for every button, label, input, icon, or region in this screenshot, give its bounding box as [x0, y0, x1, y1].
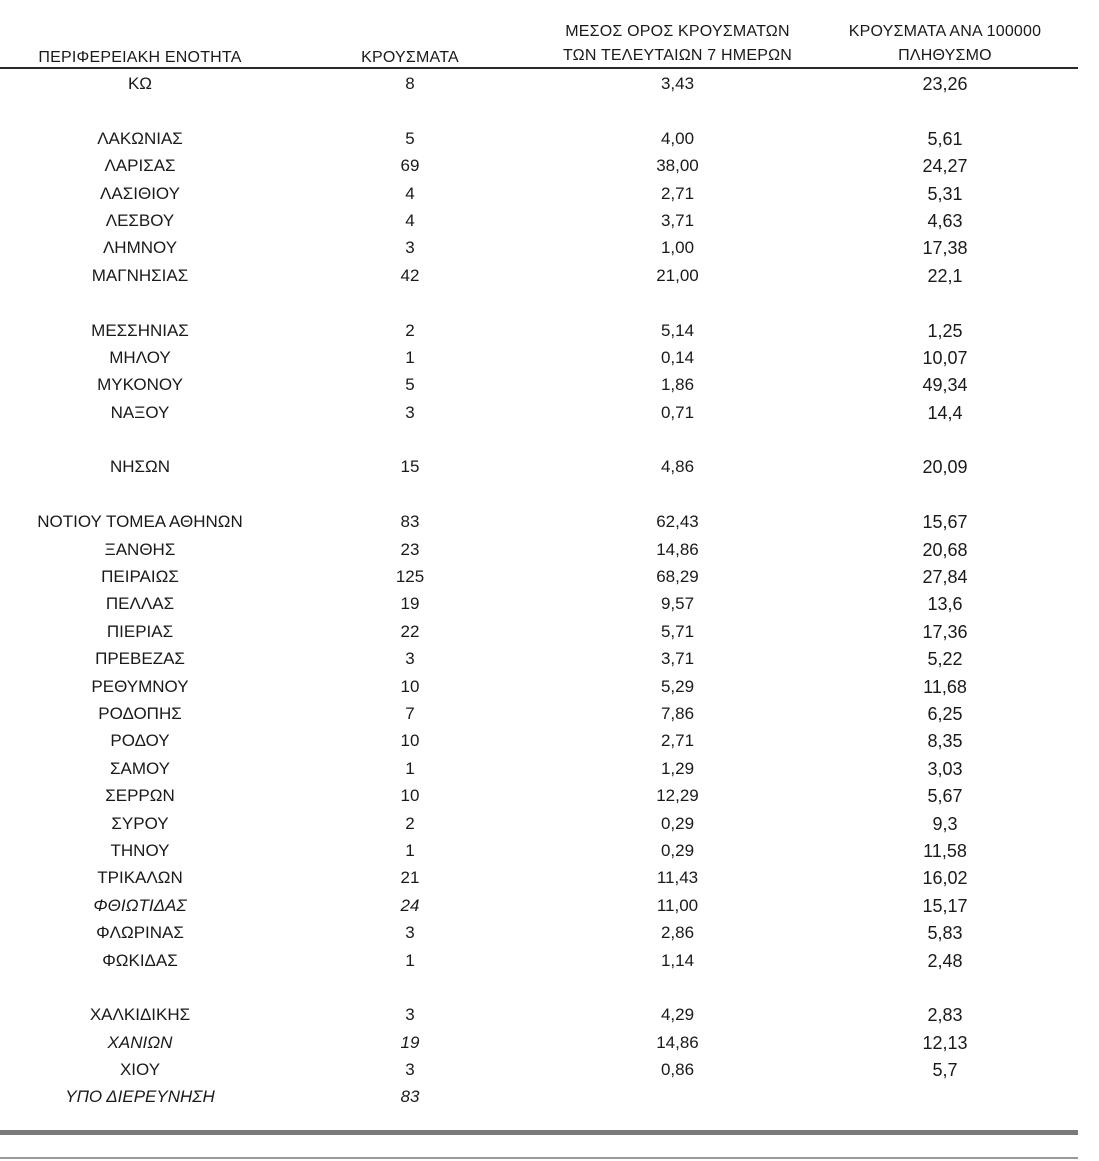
per-100000-cell: 3,03: [927, 758, 963, 779]
cases-cell: 1: [405, 950, 415, 970]
table-row: [0, 234, 1099, 261]
cases-cell: 4: [405, 183, 415, 203]
cases-cell: 5: [405, 375, 415, 395]
per-100000-cell: 9,3: [932, 813, 958, 834]
region-cell: ΤΡΙΚΑΛΩΝ: [97, 868, 183, 888]
region-cell: ΣΕΡΡΩΝ: [105, 786, 175, 806]
cases-cell: 10: [400, 676, 420, 696]
header-cases-per-100000-line2: ΠΛΗΘΥΣΜΟ: [898, 47, 992, 64]
header-7day-average: [540, 20, 815, 68]
average-cell: 5,71: [660, 621, 695, 641]
region-cell: ΝΗΣΩΝ: [109, 457, 171, 477]
table-row: [0, 262, 1099, 289]
table-row: [0, 947, 1099, 974]
region-cell: ΤΗΝΟΥ: [110, 840, 170, 860]
average-cell: 9,57: [660, 594, 695, 614]
table-row: [0, 152, 1099, 179]
region-cell: ΧΑΛΚΙΔΙΚΗΣ: [89, 1005, 191, 1025]
region-cell: ΜΗΛΟΥ: [109, 347, 171, 367]
average-cell: 2,71: [660, 731, 695, 751]
per-100000-cell: 22,1: [927, 265, 963, 286]
region-cell: ΠΙΕΡΙΑΣ: [106, 621, 174, 641]
average-cell: 1,00: [660, 238, 695, 258]
region-cell: ΜΑΓΝΗΣΙΑΣ: [91, 265, 189, 285]
cases-cell: 22: [400, 621, 420, 641]
average-cell: 38,00: [656, 156, 699, 176]
cases-cell: 19: [400, 594, 420, 614]
header-region-label: ΠΕΡΙΦΕΡΕΙΑΚΗ ΕΝΟΤΗΤΑ: [38, 49, 242, 66]
cases-cell: 8: [405, 74, 415, 93]
average-cell: 1,14: [660, 950, 695, 970]
cases-cell: 19: [400, 1032, 420, 1052]
cases-cell: 24: [400, 895, 420, 915]
header-cases-per-100000: [815, 20, 1075, 68]
table-row: [0, 590, 1099, 617]
table-row: [0, 125, 1099, 152]
cases-cell: 83: [400, 512, 420, 532]
per-100000-cell: 6,25: [927, 703, 963, 724]
region-cell: ΦΘΙΩΤΙΔΑΣ: [93, 895, 187, 915]
cases-cell: 1: [405, 347, 415, 367]
header-7day-average-line1: ΜΕΣΟΣ ΟΡΟΣ ΚΡΟΥΣΜΑΤΩΝ: [565, 23, 790, 40]
table-row: [0, 1001, 1099, 1028]
per-100000-cell: 27,84: [922, 567, 968, 588]
per-100000-cell: 23,26: [922, 74, 968, 94]
average-cell: 7,86: [660, 703, 695, 723]
average-cell: 3,71: [660, 210, 695, 230]
per-100000-cell: 13,6: [927, 594, 963, 615]
average-cell: 2,86: [660, 923, 695, 943]
table-row: [0, 70, 1099, 97]
average-cell: 0,14: [660, 347, 695, 367]
region-cell: ΛΑΣΙΘΙΟΥ: [100, 183, 180, 203]
cases-cell: 3: [405, 923, 415, 943]
region-cell: ΛΑΡΙΣΑΣ: [104, 156, 176, 176]
region-cell: ΧΑΝΙΩΝ: [107, 1032, 173, 1052]
region-cell: ΠΕΛΛΑΣ: [105, 594, 175, 614]
table-row: [0, 344, 1099, 371]
cases-cell: 3: [405, 402, 415, 422]
region-cell: ΦΩΚΙΔΑΣ: [102, 950, 178, 970]
table-row: [0, 782, 1099, 809]
average-cell: 0,71: [660, 402, 695, 422]
table-row: [0, 810, 1099, 837]
cases-cell: 3: [405, 1005, 415, 1025]
per-100000-cell: 5,7: [932, 1060, 958, 1081]
footer-divider-thin: [0, 1157, 1078, 1159]
table-row: [0, 317, 1099, 344]
table-row: [0, 536, 1099, 563]
average-cell: 4,00: [660, 128, 695, 148]
average-cell: 3,43: [660, 74, 695, 93]
cases-cell: 21: [400, 868, 420, 888]
table-row: [0, 673, 1099, 700]
table-row: [0, 837, 1099, 864]
region-cell: ΛΗΜΝΟΥ: [102, 238, 178, 258]
per-100000-cell: 15,67: [922, 512, 968, 533]
per-100000-cell: 24,27: [922, 156, 968, 177]
table-row: [0, 1029, 1099, 1056]
per-100000-cell: 11,58: [923, 840, 967, 861]
cases-cell: 3: [405, 649, 415, 669]
per-100000-cell: 14,4: [927, 402, 963, 423]
per-100000-cell: 16,02: [922, 868, 968, 889]
table-row: [0, 399, 1099, 426]
per-100000-cell: 20,09: [922, 457, 968, 478]
average-cell: 21,00: [656, 265, 699, 285]
region-cell: ΡΟΔΟΠΗΣ: [98, 703, 182, 723]
table-row: [0, 618, 1099, 645]
table-row: [0, 727, 1099, 754]
average-cell: 0,29: [660, 813, 695, 833]
per-100000-cell: 11,68: [923, 676, 967, 697]
header-7day-average-line2: ΤΩΝ ΤΕΛΕΥΤΑΙΩΝ 7 ΗΜΕΡΩΝ: [563, 47, 792, 64]
region-cell: ΛΑΚΩΝΙΑΣ: [97, 128, 183, 148]
average-cell: 4,29: [660, 1005, 695, 1025]
table-body: [0, 70, 1099, 1111]
average-cell: 5,14: [660, 320, 695, 340]
cases-cell: 3: [405, 238, 415, 258]
region-cell: ΡΟΔΟΥ: [110, 731, 170, 751]
header-cases-per-100000-line1: ΚΡΟΥΣΜΑΤΑ ΑΝΑ 100000: [848, 23, 1042, 40]
cases-cell: 10: [400, 786, 420, 806]
region-cell: ΜΕΣΣΗΝΙΑΣ: [91, 320, 189, 340]
per-100000-cell: 17,38: [922, 238, 968, 259]
region-cell: ΠΕΙΡΑΙΩΣ: [101, 567, 179, 587]
per-100000-cell: 49,34: [922, 375, 968, 396]
cases-cell: 83: [400, 1087, 420, 1107]
table-row: [0, 453, 1099, 480]
table-row: [0, 1056, 1099, 1083]
average-cell: 14,86: [656, 539, 699, 559]
table-row: [0, 563, 1099, 590]
average-cell: 1,86: [660, 375, 695, 395]
per-100000-cell: 2,83: [927, 1005, 963, 1026]
cases-cell: 5: [405, 128, 415, 148]
average-cell: 62,43: [656, 512, 699, 532]
region-cell: ΝΟΤΙΟΥ ΤΟΜΕΑ ΑΘΗΝΩΝ: [37, 512, 243, 532]
cases-cell: 2: [405, 813, 415, 833]
average-cell: 5,29: [660, 676, 695, 696]
average-cell: 68,29: [656, 567, 699, 587]
region-cell: ΚΩ: [127, 74, 153, 93]
average-cell: 2,71: [660, 183, 695, 203]
table-row: [0, 180, 1099, 207]
per-100000-cell: 5,31: [927, 183, 963, 204]
cases-cell: 15: [400, 457, 420, 477]
average-cell: 3,71: [660, 649, 695, 669]
table-row: [0, 919, 1099, 946]
cases-cell: 69: [400, 156, 420, 176]
cases-cell: 3: [405, 1060, 415, 1080]
cases-cell: 42: [400, 265, 420, 285]
table-row: [0, 755, 1099, 782]
table-header: [0, 18, 1099, 68]
average-cell: 14,86: [656, 1032, 699, 1052]
table-row: [0, 508, 1099, 535]
table-row: [0, 864, 1099, 891]
region-cell: ΦΛΩΡΙΝΑΣ: [96, 923, 184, 943]
per-100000-cell: 8,35: [927, 731, 963, 752]
footer-divider-thick: [0, 1130, 1078, 1135]
region-cell: ΝΑΞΟΥ: [110, 402, 170, 422]
cases-cell: 10: [400, 731, 420, 751]
per-100000-cell: 10,07: [922, 347, 968, 368]
table-row: [0, 371, 1099, 398]
region-cell: ΧΙΟΥ: [119, 1060, 161, 1080]
region-cell: ΠΡΕΒΕΖΑΣ: [95, 649, 185, 669]
average-cell: 0,86: [660, 1060, 695, 1080]
per-100000-cell: 5,83: [927, 923, 963, 944]
average-cell: 11,43: [656, 868, 699, 888]
per-100000-cell: 5,22: [927, 649, 963, 670]
per-100000-cell: 1,25: [927, 320, 963, 341]
header-divider: [0, 67, 1078, 69]
cases-cell: 1: [405, 758, 415, 778]
region-cell: ΞΑΝΘΗΣ: [104, 539, 176, 559]
region-cell: ΣΑΜΟΥ: [109, 758, 171, 778]
table-row: [0, 700, 1099, 727]
cases-cell: 23: [400, 539, 420, 559]
per-100000-cell: 17,36: [922, 621, 968, 642]
per-100000-cell: 2,48: [927, 950, 963, 971]
table-row: [0, 645, 1099, 672]
average-cell: 1,29: [660, 758, 695, 778]
table-row: [0, 207, 1099, 234]
table-row: [0, 1083, 1099, 1110]
table-row: [0, 892, 1099, 919]
region-cell: ΥΠΟ ΔΙΕΡΕΥΝΗΣΗ: [65, 1087, 215, 1107]
average-cell: 12,29: [656, 786, 699, 806]
region-cell: ΛΕΣΒΟΥ: [105, 210, 175, 230]
region-cell: ΡΕΘΥΜΝΟΥ: [91, 676, 189, 696]
average-cell: 11,00: [656, 895, 699, 915]
per-100000-cell: 12,13: [922, 1032, 968, 1053]
cases-cell: 2: [405, 320, 415, 340]
per-100000-cell: 4,63: [927, 210, 963, 231]
per-100000-cell: 5,67: [927, 786, 963, 807]
average-cell: 4,86: [660, 457, 695, 477]
per-100000-cell: 15,17: [922, 895, 968, 916]
region-cell: ΜΥΚΟΝΟΥ: [97, 375, 183, 395]
per-100000-cell: 5,61: [927, 128, 963, 149]
header-cases-label: ΚΡΟΥΣΜΑΤΑ: [361, 49, 459, 66]
cases-cell: 4: [405, 210, 415, 230]
cases-cell: 125: [395, 567, 425, 587]
cases-cell: 1: [405, 840, 415, 860]
region-cell: ΣΥΡΟΥ: [111, 813, 169, 833]
per-100000-cell: 20,68: [922, 539, 968, 560]
average-cell: 0,29: [660, 840, 695, 860]
cases-cell: 7: [405, 703, 415, 723]
